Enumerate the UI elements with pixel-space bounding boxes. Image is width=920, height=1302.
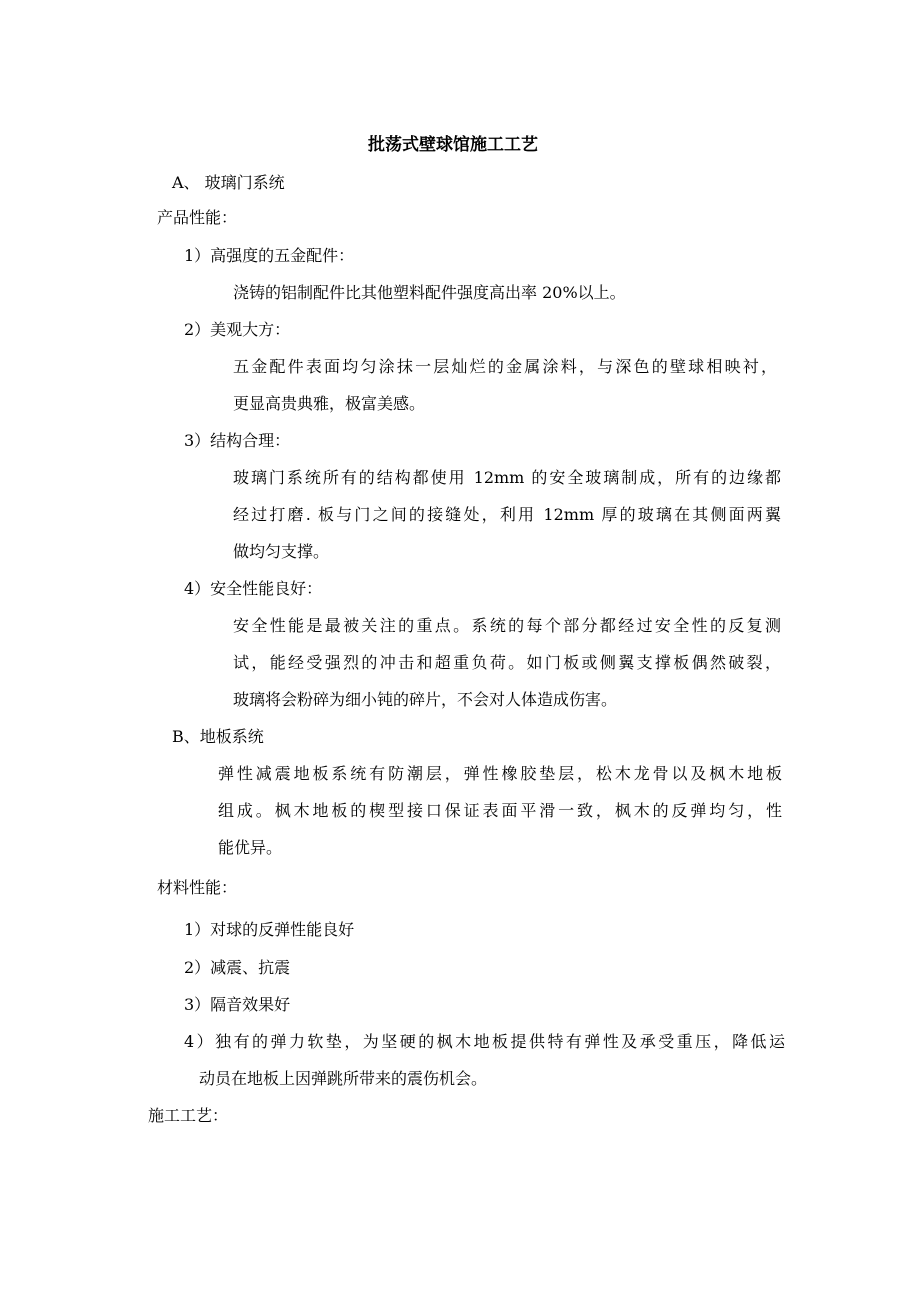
construction-heading: 施工工艺： bbox=[148, 1106, 229, 1125]
materials-item-4-line-2: 动员在地板上因弹跳所带来的震伤机会。 bbox=[199, 1069, 488, 1088]
section-b-line-2: 组成。枫木地板的楔型接口保证表面平滑一致，枫木的反弹均匀，性 bbox=[218, 801, 782, 820]
item-4-line-1: 安全性能是最被关注的重点。系统的每个部分都经过安全性的反复测 bbox=[233, 616, 781, 635]
item-1-label: 1）高强度的五金配件： bbox=[184, 246, 355, 265]
section-b-heading: B、地板系统 bbox=[172, 727, 264, 746]
materials-item-4-line-1: 4）独有的弹力软垫，为坚硬的枫木地板提供特有弹性及承受重压，降低运 bbox=[184, 1032, 785, 1051]
section-b-line-1: 弹性减震地板系统有防潮层，弹性橡胶垫层，松木龙骨以及枫木地板 bbox=[218, 764, 782, 783]
item-2-line-2: 更显高贵典雅，极富美感。 bbox=[233, 394, 426, 413]
item-4-line-3: 玻璃将会粉碎为细小钝的碎片，不会对人体造成伤害。 bbox=[233, 690, 618, 709]
item-1-line-1: 浇铸的铝制配件比其他塑料配件强度高出率 20%以上。 bbox=[233, 283, 626, 302]
materials-item-1: 1）对球的反弹性能良好 bbox=[184, 920, 355, 939]
item-2-label: 2）美观大方： bbox=[184, 320, 291, 339]
item-3-label: 3）结构合理： bbox=[184, 431, 291, 450]
materials-item-2: 2）减震、抗震 bbox=[184, 958, 291, 977]
item-4-line-2: 试，能经受强烈的冲击和超重负荷。如门板或侧翼支撑板偶然破裂， bbox=[233, 653, 781, 672]
section-b-line-3: 能优异。 bbox=[218, 838, 283, 857]
section-a-heading: A、 玻璃门系统 bbox=[172, 173, 285, 192]
page-title: 批荡式壁球馆施工工艺 bbox=[368, 135, 538, 155]
item-3-line-1: 玻璃门系统所有的结构都使用 12mm 的安全玻璃制成，所有的边缘都 bbox=[233, 468, 781, 487]
item-2-line-1: 五金配件表面均匀涂抹一层灿烂的金属涂料，与深色的壁球相映衬， bbox=[233, 357, 777, 376]
item-3-line-2: 经过打磨. 板与门之间的接缝处，利用 12mm 厚的玻璃在其侧面两翼 bbox=[233, 505, 781, 524]
materials-item-3: 3）隔音效果好 bbox=[184, 995, 291, 1014]
materials-heading: 材料性能： bbox=[157, 878, 238, 897]
item-3-line-3: 做均匀支撑。 bbox=[233, 542, 330, 561]
item-4-label: 4）安全性能良好： bbox=[184, 579, 323, 598]
section-a-subheading: 产品性能： bbox=[157, 208, 238, 227]
